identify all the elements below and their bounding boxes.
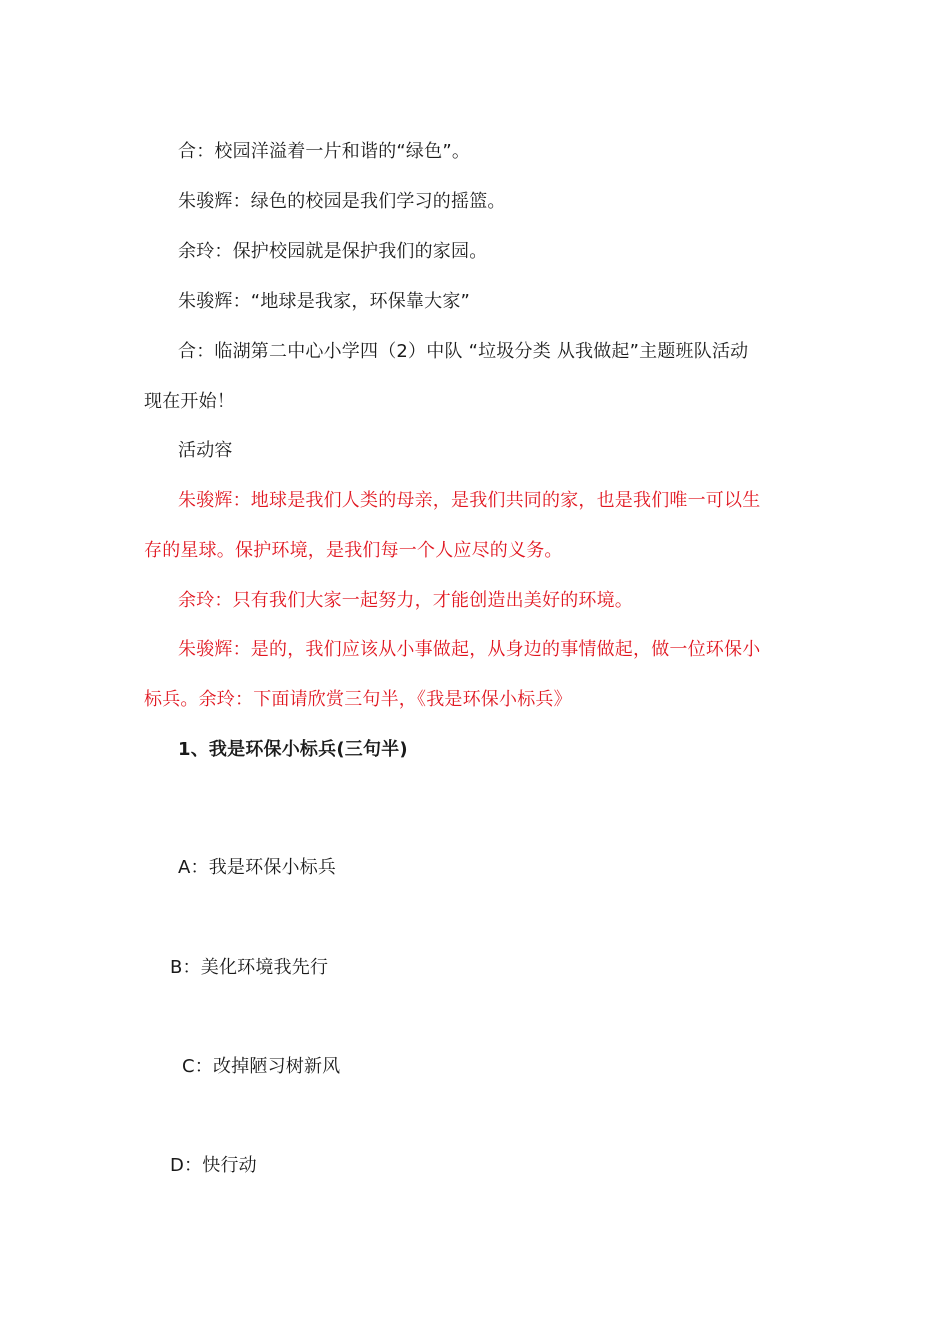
text-line-2: 朱骏辉：绿色的校园是我们学习的摇篮。: [178, 191, 506, 212]
text-line-1: 合：校园洋溢着一片和谐的“绿色”。: [178, 141, 471, 162]
text-line-4: 朱骏辉：“地球是我家，环保靠大家”: [178, 291, 471, 312]
text-line-3: 余玲：保护校园就是保护我们的家园。: [178, 241, 488, 262]
red-text-line-2: 存的星球。保护环境，是我们每一个人应尽的义务。: [144, 540, 563, 561]
verse-c: C：改掉陋习树新风: [182, 1056, 341, 1077]
text-line-7: 活动容: [178, 440, 233, 461]
section-heading: 1、我是环保小标兵(三句半): [178, 739, 408, 760]
text-line-6: 现在开始！: [144, 391, 235, 412]
verse-d: D：快行动: [170, 1155, 257, 1176]
red-text-line-3: 余玲：只有我们大家一起努力，才能创造出美好的环境。: [178, 590, 633, 611]
verse-b: B：美化环境我先行: [170, 957, 329, 978]
text-line-5: 合：临湖第二中心小学四（2）中队 “垃圾分类 从我做起”主题班队活动: [178, 341, 749, 362]
red-text-line-5: 标兵。余玲：下面请欣赏三句半，《我是环保小标兵》: [144, 689, 572, 710]
red-text-line-1: 朱骏辉：地球是我们人类的母亲，是我们共同的家，也是我们唯一可以生: [178, 490, 761, 511]
red-text-line-4: 朱骏辉：是的，我们应该从小事做起，从身边的事情做起，做一位环保小: [178, 639, 761, 660]
verse-a: A：我是环保小标兵: [178, 857, 337, 878]
